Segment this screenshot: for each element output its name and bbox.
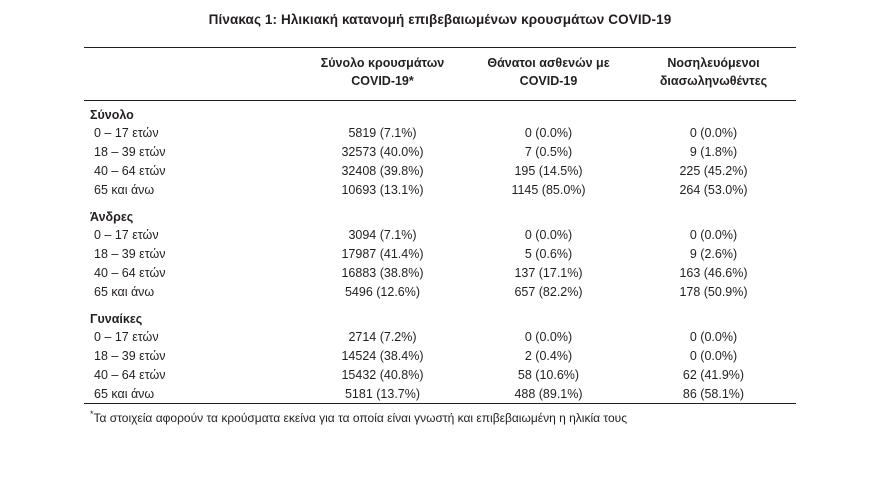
table-group-header-row (84, 101, 796, 124)
cell-cases: 3094 (7.1%) (348, 227, 417, 242)
row-label: 40 – 64 ετών (94, 265, 166, 280)
cell-intubated: 163 (46.6%) (679, 265, 748, 280)
row-label: 0 – 17 ετών (94, 227, 159, 242)
column-header-intubated-line2: διασωληνωθέντες (659, 74, 768, 89)
group-label-men: Άνδρες (90, 210, 134, 225)
column-header-intubated-line1: Νοσηλευόμενοι (667, 56, 760, 70)
cell-deaths: 195 (14.5%) (514, 163, 583, 178)
footnote-marker: * (90, 409, 94, 420)
row-label: 65 και άνω (94, 182, 155, 197)
table-row (84, 142, 796, 161)
cell-intubated: 9 (1.8%) (689, 144, 738, 159)
table-footnote (84, 404, 796, 427)
cell-cases: 14524 (38.4%) (341, 348, 424, 363)
cell-deaths: 0 (0.0%) (524, 329, 573, 344)
cell-deaths: 488 (89.1%) (514, 386, 583, 401)
row-label: 0 – 17 ετών (94, 329, 159, 344)
cell-deaths: 1145 (85.0%) (511, 182, 586, 197)
cell-deaths: 58 (10.6%) (517, 367, 580, 382)
cell-cases: 5496 (12.6%) (344, 284, 421, 299)
table-group-header-row (84, 203, 796, 225)
table-body (84, 101, 796, 404)
cell-intubated: 0 (0.0%) (689, 348, 738, 363)
cell-cases: 32408 (39.8%) (341, 163, 424, 178)
table-header (84, 48, 796, 101)
column-header-category (84, 48, 299, 101)
table-row (84, 180, 796, 199)
cell-cases: 16883 (38.8%) (341, 265, 424, 280)
cell-cases: 2714 (7.2%) (348, 329, 417, 344)
cell-intubated: 225 (45.2%) (679, 163, 748, 178)
cell-deaths: 2 (0.4%) (524, 348, 573, 363)
cell-intubated: 0 (0.0%) (689, 329, 738, 344)
column-header-total-cases-line1: Σύνολο κρουσμάτων (320, 56, 445, 70)
cell-cases: 15432 (40.8%) (341, 367, 424, 382)
cell-cases: 10693 (13.1%) (341, 182, 424, 197)
cell-deaths: 0 (0.0%) (524, 227, 573, 242)
cell-intubated: 0 (0.0%) (689, 227, 738, 242)
table-row (84, 365, 796, 384)
cell-intubated: 264 (53.0%) (679, 182, 748, 197)
age-distribution-table (84, 47, 796, 403)
table-row (84, 123, 796, 142)
column-header-intubated (631, 48, 796, 101)
cell-cases: 5181 (13.7%) (344, 386, 421, 401)
cell-cases: 17987 (41.4%) (341, 246, 424, 261)
row-label: 18 – 39 ετών (94, 348, 166, 363)
table-row (84, 327, 796, 346)
table-row (84, 282, 796, 301)
table-caption: Πίνακας 1: Ηλικιακή κατανομή επιβεβαιωμένων κρουσμάτων COVID-19 (208, 12, 672, 27)
cell-deaths: 7 (0.5%) (524, 144, 573, 159)
table-row (84, 263, 796, 282)
cell-intubated: 0 (0.0%) (689, 125, 738, 140)
column-header-total-cases-line2: COVID-19* (351, 74, 414, 89)
column-header-deaths-line2: COVID-19 (519, 74, 578, 89)
table-row (84, 346, 796, 365)
cell-deaths: 5 (0.6%) (524, 246, 573, 261)
row-label: 18 – 39 ετών (94, 246, 166, 261)
cell-intubated: 62 (41.9%) (682, 367, 745, 382)
row-label: 40 – 64 ετών (94, 367, 166, 382)
cell-cases: 32573 (40.0%) (341, 144, 424, 159)
row-label: 18 – 39 ετών (94, 144, 166, 159)
table-container (84, 47, 796, 427)
row-label: 0 – 17 ετών (94, 125, 159, 140)
cell-intubated: 86 (58.1%) (682, 386, 745, 401)
cell-deaths: 657 (82.2%) (514, 284, 583, 299)
group-label-women: Γυναίκες (90, 312, 143, 327)
column-header-total-cases (299, 48, 466, 101)
group-label-total: Σύνολο (90, 108, 134, 123)
cell-intubated: 178 (50.9%) (679, 284, 748, 299)
cell-deaths: 0 (0.0%) (524, 125, 573, 140)
cell-deaths: 137 (17.1%) (514, 265, 583, 280)
cell-cases: 5819 (7.1%) (348, 125, 417, 140)
table-row (84, 161, 796, 180)
table-row (84, 225, 796, 244)
column-header-deaths (466, 48, 631, 101)
column-header-deaths-line1: Θάνατοι ασθενών με (487, 56, 610, 70)
row-label: 65 και άνω (94, 284, 155, 299)
table-row (84, 384, 796, 403)
row-label: 40 – 64 ετών (94, 163, 166, 178)
table-group-header-row (84, 305, 796, 327)
row-label: 65 και άνω (94, 386, 155, 401)
table-row (84, 244, 796, 263)
cell-intubated: 9 (2.6%) (689, 246, 738, 261)
footnote-text: Τα στοιχεία αφορούν τα κρούσματα εκείνα για τα οποία είναι γνωστή και επιβεβαιωμένη η ηλικία τους (93, 411, 627, 426)
table-header-row (84, 48, 796, 101)
